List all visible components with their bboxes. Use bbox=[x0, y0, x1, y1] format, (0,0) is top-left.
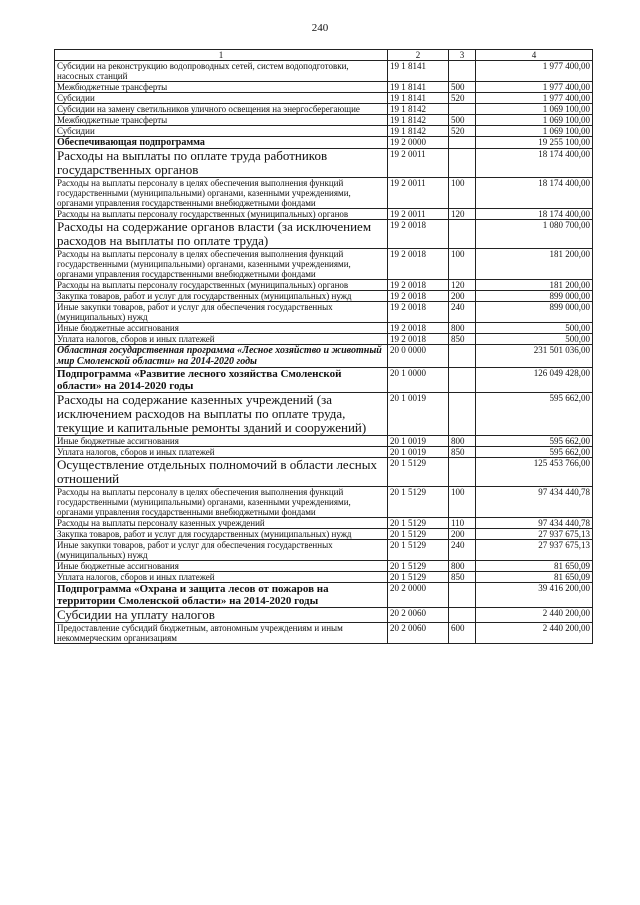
row-type bbox=[449, 393, 476, 436]
row-name: Закупка товаров, работ и услуг для государственных (муниципальных) нужд bbox=[55, 291, 388, 302]
row-name: Межбюджетные трансферты bbox=[55, 115, 388, 126]
row-amount: 126 049 428,00 bbox=[476, 368, 593, 393]
row-name: Закупка товаров, работ и услуг для государственных (муниципальных) нужд bbox=[55, 529, 388, 540]
row-type: 120 bbox=[449, 209, 476, 220]
row-code: 20 1 5129 bbox=[388, 518, 449, 529]
table-row bbox=[55, 82, 593, 93]
row-name: Иные закупки товаров, работ и услуг для обеспечения государственных (муниципальных) нужд bbox=[55, 302, 388, 323]
row-amount: 181 200,00 bbox=[476, 280, 593, 291]
row-code: 19 2 0018 bbox=[388, 323, 449, 334]
row-name: Иные закупки товаров, работ и услуг для обеспечения государственных (муниципальных) нужд bbox=[55, 540, 388, 561]
row-code: 19 2 0018 bbox=[388, 334, 449, 345]
row-type: 520 bbox=[449, 93, 476, 104]
table-row bbox=[55, 302, 593, 323]
row-amount: 231 501 036,00 bbox=[476, 345, 593, 368]
row-amount: 97 434 440,78 bbox=[476, 518, 593, 529]
row-name: Осуществление отдельных полномочий в области лесных отношений bbox=[55, 458, 388, 487]
row-type: 120 bbox=[449, 280, 476, 291]
table-row bbox=[55, 458, 593, 487]
row-type bbox=[449, 608, 476, 623]
table-row bbox=[55, 291, 593, 302]
row-type: 200 bbox=[449, 529, 476, 540]
row-name: Расходы на выплаты персоналу в целях обеспечения выполнения функций государственными (муниципальными) органами, казенными учреждениями, органами управления государственными внебюджетными фондами bbox=[55, 249, 388, 280]
table-row bbox=[55, 104, 593, 115]
row-name: Субсидии bbox=[55, 126, 388, 137]
row-amount: 125 453 766,00 bbox=[476, 458, 593, 487]
row-type bbox=[449, 368, 476, 393]
row-type: 500 bbox=[449, 115, 476, 126]
table-row bbox=[55, 220, 593, 249]
row-amount: 18 174 400,00 bbox=[476, 209, 593, 220]
row-name: Расходы на содержание органов власти (за исключением расходов на выплаты по оплате труда) bbox=[55, 220, 388, 249]
row-type bbox=[449, 137, 476, 149]
row-amount: 595 662,00 bbox=[476, 447, 593, 458]
row-code: 19 2 0011 bbox=[388, 178, 449, 209]
row-type: 850 bbox=[449, 572, 476, 583]
row-name: Расходы на выплаты персоналу в целях обеспечения выполнения функций государственными (муниципальными) органами, казенными учреждениями, органами управления государственными внебюджетными фондами bbox=[55, 178, 388, 209]
row-code: 20 2 0060 bbox=[388, 623, 449, 644]
row-type: 520 bbox=[449, 126, 476, 137]
row-name: Обеспечивающая подпрограмма bbox=[55, 137, 388, 149]
page-number: 240 bbox=[311, 22, 329, 34]
row-code: 20 2 0060 bbox=[388, 608, 449, 623]
table-row bbox=[55, 529, 593, 540]
row-amount: 1 977 400,00 bbox=[476, 93, 593, 104]
row-amount: 1 977 400,00 bbox=[476, 82, 593, 93]
row-type bbox=[449, 458, 476, 487]
row-type bbox=[449, 149, 476, 178]
row-amount: 899 000,00 bbox=[476, 302, 593, 323]
header-col-3: 3 bbox=[449, 50, 476, 61]
row-code: 19 1 8142 bbox=[388, 126, 449, 137]
row-type: 600 bbox=[449, 623, 476, 644]
row-name: Иные бюджетные ассигнования bbox=[55, 436, 388, 447]
table-row bbox=[55, 540, 593, 561]
row-code: 19 2 0018 bbox=[388, 280, 449, 291]
row-type: 500 bbox=[449, 82, 476, 93]
header-col-1: 1 bbox=[55, 50, 388, 61]
row-amount: 27 937 675,13 bbox=[476, 540, 593, 561]
row-name: Расходы на выплаты по оплате труда работников государственных органов bbox=[55, 149, 388, 178]
row-code: 20 1 5129 bbox=[388, 561, 449, 572]
row-amount: 595 662,00 bbox=[476, 393, 593, 436]
row-code: 20 1 5129 bbox=[388, 572, 449, 583]
row-amount: 595 662,00 bbox=[476, 436, 593, 447]
table-row bbox=[55, 249, 593, 280]
row-amount: 19 255 100,00 bbox=[476, 137, 593, 149]
table-row bbox=[55, 368, 593, 393]
table-row bbox=[55, 137, 593, 149]
row-code: 19 1 8141 bbox=[388, 82, 449, 93]
row-amount: 18 174 400,00 bbox=[476, 149, 593, 178]
row-name: Областная государственная программа «Лесное хозяйство и животный мир Смоленской области» на 2014-2020 годы bbox=[55, 345, 388, 368]
row-type: 110 bbox=[449, 518, 476, 529]
table-row bbox=[55, 561, 593, 572]
table-row bbox=[55, 393, 593, 436]
row-code: 19 2 0018 bbox=[388, 291, 449, 302]
row-type bbox=[449, 345, 476, 368]
row-amount: 500,00 bbox=[476, 334, 593, 345]
table-row bbox=[55, 334, 593, 345]
row-name: Уплата налогов, сборов и иных платежей bbox=[55, 572, 388, 583]
row-type bbox=[449, 104, 476, 115]
row-name: Межбюджетные трансферты bbox=[55, 82, 388, 93]
row-name: Расходы на выплаты персоналу государственных (муниципальных) органов bbox=[55, 280, 388, 291]
header-col-4: 4 bbox=[476, 50, 593, 61]
row-type: 240 bbox=[449, 302, 476, 323]
table-row bbox=[55, 487, 593, 518]
row-code: 20 2 0000 bbox=[388, 583, 449, 608]
row-amount: 97 434 440,78 bbox=[476, 487, 593, 518]
row-code: 20 1 5129 bbox=[388, 458, 449, 487]
table-row bbox=[55, 323, 593, 334]
row-code: 19 1 8142 bbox=[388, 115, 449, 126]
row-name: Подпрограмма «Охрана и защита лесов от пожаров на территории Смоленской области» на 2014-2020 годы bbox=[55, 583, 388, 608]
table-row bbox=[55, 93, 593, 104]
row-type: 800 bbox=[449, 323, 476, 334]
row-type bbox=[449, 220, 476, 249]
row-code: 19 1 8141 bbox=[388, 93, 449, 104]
table-row bbox=[55, 149, 593, 178]
row-type: 850 bbox=[449, 447, 476, 458]
row-type: 100 bbox=[449, 487, 476, 518]
row-amount: 181 200,00 bbox=[476, 249, 593, 280]
row-name: Уплата налогов, сборов и иных платежей bbox=[55, 447, 388, 458]
row-code: 19 1 8141 bbox=[388, 61, 449, 82]
table-row bbox=[55, 209, 593, 220]
row-amount: 2 440 200,00 bbox=[476, 608, 593, 623]
row-type: 240 bbox=[449, 540, 476, 561]
row-type bbox=[449, 583, 476, 608]
row-code: 19 1 8142 bbox=[388, 104, 449, 115]
table-row bbox=[55, 583, 593, 608]
row-amount: 1 069 100,00 bbox=[476, 126, 593, 137]
row-name: Иные бюджетные ассигнования bbox=[55, 561, 388, 572]
row-type: 200 bbox=[449, 291, 476, 302]
row-name: Расходы на выплаты персоналу государственных (муниципальных) органов bbox=[55, 209, 388, 220]
table-row bbox=[55, 115, 593, 126]
row-name: Субсидии на реконструкцию водопроводных сетей, систем водоподготовки, насосных станций bbox=[55, 61, 388, 82]
row-name: Иные бюджетные ассигнования bbox=[55, 323, 388, 334]
row-code: 20 1 0019 bbox=[388, 447, 449, 458]
row-code: 19 2 0018 bbox=[388, 249, 449, 280]
row-amount: 2 440 200,00 bbox=[476, 623, 593, 644]
row-type: 800 bbox=[449, 561, 476, 572]
row-name: Субсидии bbox=[55, 93, 388, 104]
row-name: Подпрограмма «Развитие лесного хозяйства Смоленской области» на 2014-2020 годы bbox=[55, 368, 388, 393]
row-name: Уплата налогов, сборов и иных платежей bbox=[55, 334, 388, 345]
row-code: 20 1 5129 bbox=[388, 487, 449, 518]
row-name: Субсидии на замену светильников уличного освещения на энергосберегающие bbox=[55, 104, 388, 115]
table-row bbox=[55, 572, 593, 583]
table-row bbox=[55, 345, 593, 368]
row-code: 20 1 5129 bbox=[388, 529, 449, 540]
table-row bbox=[55, 178, 593, 209]
table-row bbox=[55, 436, 593, 447]
row-type: 850 bbox=[449, 334, 476, 345]
table-row bbox=[55, 623, 593, 644]
row-code: 20 1 0019 bbox=[388, 393, 449, 436]
row-name: Расходы на выплаты персоналу казенных учреждений bbox=[55, 518, 388, 529]
table-row bbox=[55, 61, 593, 82]
header-col-2: 2 bbox=[388, 50, 449, 61]
row-amount: 27 937 675,13 bbox=[476, 529, 593, 540]
row-amount: 39 416 200,00 bbox=[476, 583, 593, 608]
row-amount: 1 977 400,00 bbox=[476, 61, 593, 82]
row-type: 100 bbox=[449, 249, 476, 280]
row-code: 19 2 0000 bbox=[388, 137, 449, 149]
budget-table bbox=[54, 49, 593, 644]
row-name: Субсидии на уплату налогов bbox=[55, 608, 388, 623]
table-row bbox=[55, 447, 593, 458]
table-header-row bbox=[55, 50, 593, 61]
row-amount: 1 069 100,00 bbox=[476, 104, 593, 115]
row-type: 800 bbox=[449, 436, 476, 447]
table-row bbox=[55, 280, 593, 291]
row-amount: 899 000,00 bbox=[476, 291, 593, 302]
row-code: 20 1 0019 bbox=[388, 436, 449, 447]
table-row bbox=[55, 518, 593, 529]
row-code: 19 2 0018 bbox=[388, 220, 449, 249]
row-code: 20 0 0000 bbox=[388, 345, 449, 368]
row-type bbox=[449, 61, 476, 82]
row-name: Расходы на выплаты персоналу в целях обеспечения выполнения функций государственными (муниципальными) органами, казенными учреждениями, органами управления государственными внебюджетными фондами bbox=[55, 487, 388, 518]
table-row bbox=[55, 608, 593, 623]
row-amount: 1 080 700,00 bbox=[476, 220, 593, 249]
table-row bbox=[55, 126, 593, 137]
row-code: 19 2 0011 bbox=[388, 149, 449, 178]
row-code: 20 1 5129 bbox=[388, 540, 449, 561]
row-amount: 81 650,09 bbox=[476, 561, 593, 572]
row-amount: 500,00 bbox=[476, 323, 593, 334]
row-amount: 18 174 400,00 bbox=[476, 178, 593, 209]
row-amount: 1 069 100,00 bbox=[476, 115, 593, 126]
row-amount: 81 650,09 bbox=[476, 572, 593, 583]
row-type: 100 bbox=[449, 178, 476, 209]
row-code: 20 1 0000 bbox=[388, 368, 449, 393]
row-code: 19 2 0018 bbox=[388, 302, 449, 323]
row-name: Расходы на содержание казенных учреждений (за исключением расходов на выплаты по оплате труда, текущие и капитальные ремонты зданий и сооружений) bbox=[55, 393, 388, 436]
row-name: Предоставление субсидий бюджетным, автономным учреждениям и иным некоммерческим организациям bbox=[55, 623, 388, 644]
row-code: 19 2 0011 bbox=[388, 209, 449, 220]
